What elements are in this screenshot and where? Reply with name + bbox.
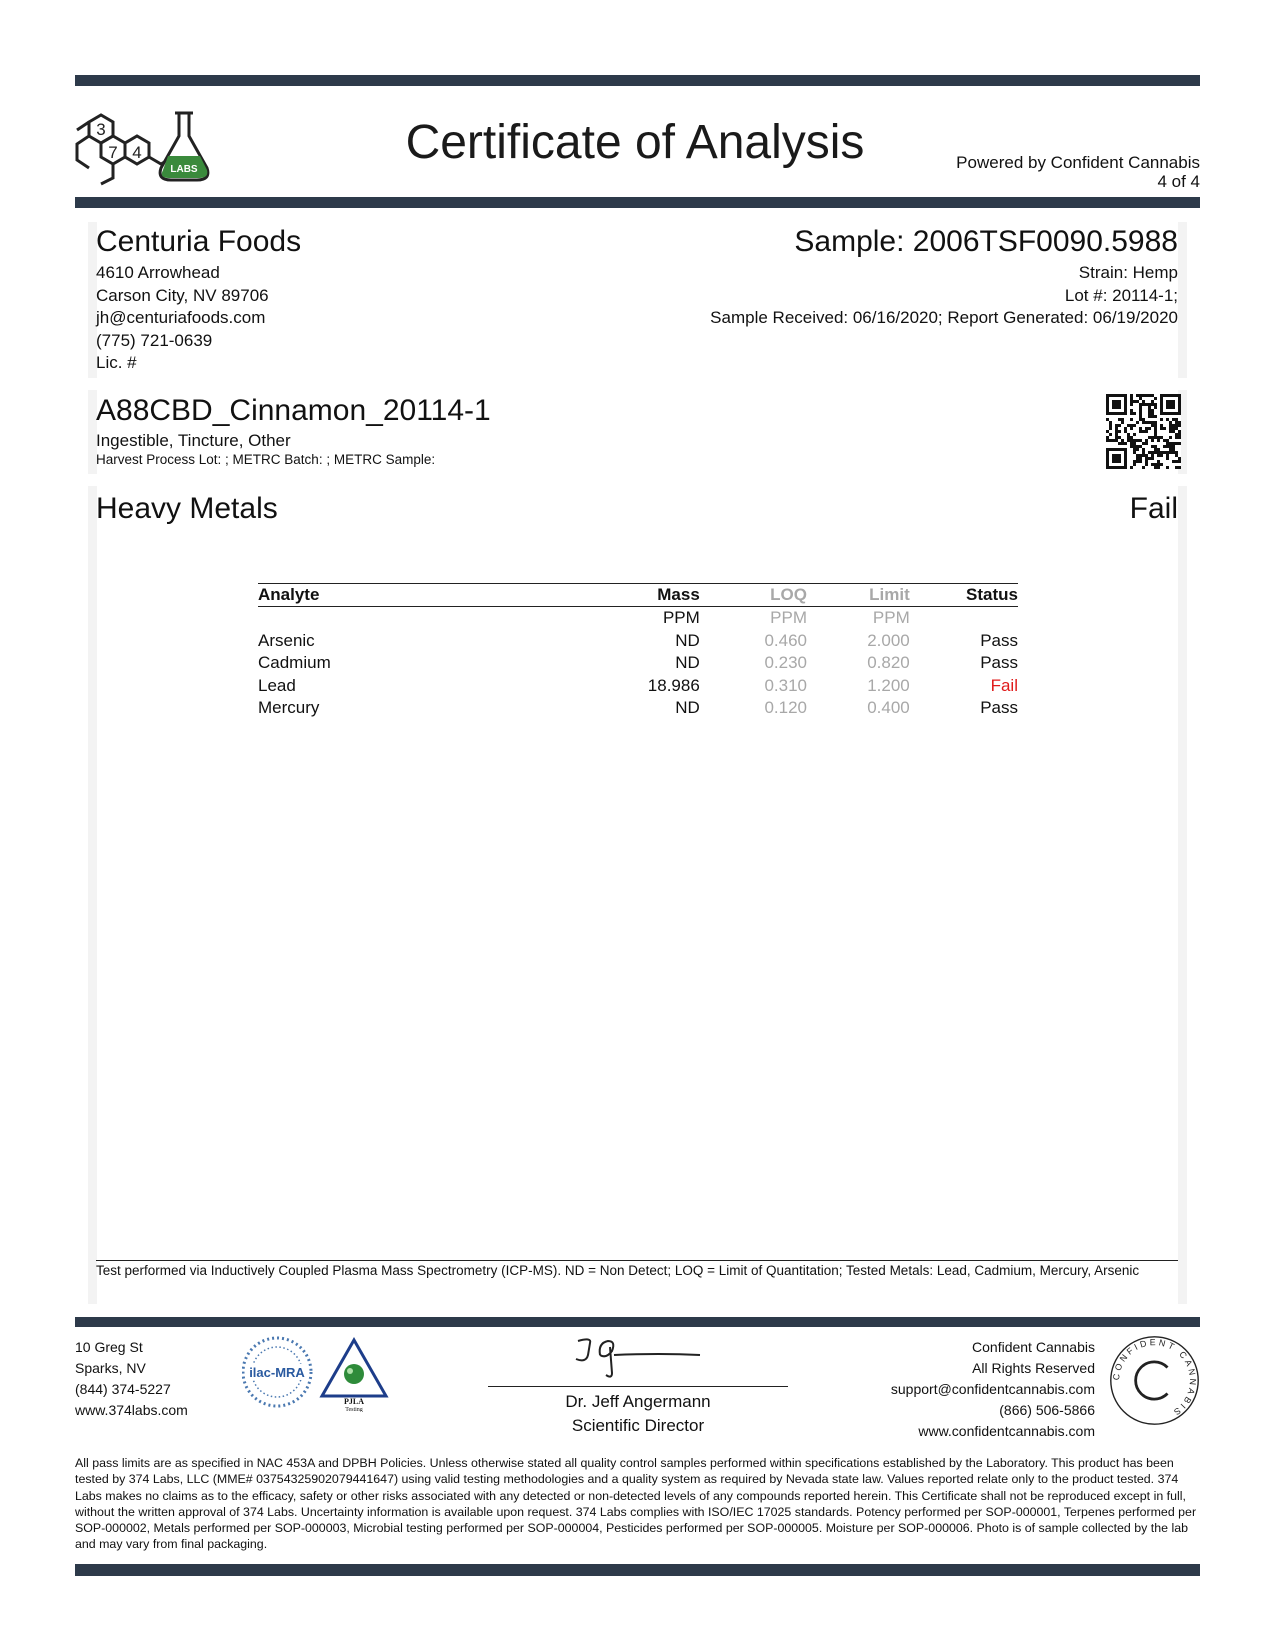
- accreditation-logos: [242, 1332, 392, 1412]
- svg-text:ilac-MRA: ilac-MRA: [249, 1365, 305, 1380]
- analyte-mass: ND: [675, 630, 700, 650]
- svg-text:CONFIDENT CANNABIS: CONFIDENT CANNABIS: [1110, 1337, 1199, 1419]
- units-row: [258, 607, 1018, 630]
- product-lot-info: Harvest Process Lot: ; METRC Batch: ; METRC Sample:: [96, 452, 436, 467]
- section-title: Heavy Metals: [96, 492, 278, 525]
- table-row: [258, 675, 1018, 698]
- lab-phone: (844) 374-5227: [75, 1381, 171, 1397]
- svg-text:Testing: Testing: [345, 1407, 363, 1412]
- cc-name: Confident Cannabis: [972, 1339, 1095, 1355]
- product-name: A88CBD_Cinnamon_20114-1: [96, 394, 491, 427]
- analyte-status: Pass: [980, 698, 1018, 717]
- lab-city: Sparks, NV: [75, 1360, 146, 1376]
- analyte-name: Mercury: [258, 698, 320, 717]
- analyte-limit: 1.200: [867, 675, 910, 695]
- svg-text:LABS: LABS: [170, 164, 198, 175]
- analyte-mass: 18.986: [647, 675, 700, 695]
- client-address-line1: 4610 Arrowhead: [96, 263, 220, 282]
- analyte-name: Cadmium: [258, 653, 331, 672]
- product-type: Ingestible, Tincture, Other: [96, 431, 291, 450]
- unit-loq: PPM: [770, 608, 807, 627]
- confident-cannabis-seal: [1108, 1334, 1201, 1427]
- lab-website[interactable]: www.374labs.com: [75, 1402, 188, 1418]
- unit-mass: PPM: [662, 608, 700, 627]
- svg-text:3: 3: [96, 120, 106, 139]
- confident-cannabis-contact: [891, 1337, 1095, 1442]
- cc-rights: All Rights Reserved: [972, 1360, 1095, 1376]
- lab-logo: [75, 108, 225, 188]
- cc-phone: (866) 506-5866: [999, 1402, 1095, 1418]
- powered-by-text: Powered by Confident Cannabis: [956, 153, 1200, 172]
- client-email: jh@centuriafoods.com: [96, 308, 266, 327]
- lab-street: 10 Greg St: [75, 1339, 143, 1355]
- signature-line: [488, 1386, 788, 1387]
- qr-code[interactable]: [1106, 394, 1181, 469]
- signer-name: Dr. Jeff Angermann: [565, 1392, 711, 1411]
- footer-divider-bar: [75, 1317, 1200, 1327]
- analyte-limit: 0.400: [867, 698, 910, 717]
- header-limit: Limit: [807, 584, 910, 607]
- header-divider-bar: [75, 197, 1200, 208]
- disclaimer: All pass limits are as specified in NAC 453A and DPBH Policies. Unless otherwise stated all quality control samples performed within specifications established by the Laboratory. This product has been tested by 374 Labs, LLC (MME# 03754325902079441647) using valid testing methodologies and a quality system as required by Nevada state law. Values reported relate only to the product tested. 374 Labs makes no claims as to the efficacy, safety or other risks associated with any detected or non-detected levels of any compounds reported herein. This Certificate shall not be reproduced except in full, without the written approval of 374 Labs. Uncertainty information is available upon request. 374 Labs complies with ISO/IEC 17025 standards. Potency performed per SOP-000001, Terpenes performed per SOP-000002, Metals performed per SOP-000003, Microbial testing performed per SOP-000004, Pesticides performed per SOP-000005. Moisture per SOP-000006. Photo is of sample collected by the lab and may vary from final packaging.: [75, 1456, 1197, 1552]
- heavy-metals-table: [258, 583, 1018, 720]
- method-note: Test performed via Inductively Coupled Plasma Mass Spectrometry (ICP-MS). ND = Non Detect; LOQ = Limit of Quantitation; Tested Metals: Lead, Cadmium, Mercury, Arsenic: [96, 1260, 1178, 1278]
- unit-limit: PPM: [872, 608, 910, 627]
- client-license: Lic. #: [96, 353, 137, 372]
- bottom-divider-bar: [75, 1564, 1200, 1576]
- ilac-mra-logo: [243, 1338, 311, 1406]
- sample-lot: Lot #: 20114-1;: [1064, 285, 1178, 305]
- document-title: Certificate of Analysis: [405, 116, 865, 169]
- top-divider-bar: [75, 75, 1200, 86]
- client-phone: (775) 721-0639: [96, 330, 213, 350]
- client-details: [96, 262, 269, 375]
- lab-contact: [75, 1337, 188, 1421]
- analyte-loq: 0.120: [764, 698, 807, 717]
- table-header-row: [258, 584, 1018, 607]
- sample-id: Sample: 2006TSF0090.5988: [794, 225, 1178, 258]
- svg-text:PJLA: PJLA: [344, 1397, 364, 1406]
- signer-role: Scientific Director: [571, 1416, 705, 1435]
- analyte-limit: 2.000: [867, 630, 910, 650]
- pjla-logo: [322, 1340, 386, 1412]
- analyte-mass: ND: [675, 653, 700, 672]
- svg-text:7: 7: [108, 143, 118, 162]
- sample-strain: Strain: Hemp: [1078, 263, 1178, 282]
- analyte-status: Pass: [980, 630, 1018, 650]
- powered-by: [956, 153, 1200, 191]
- analyte-loq: 0.460: [764, 630, 807, 650]
- signer-block: [488, 1390, 788, 1438]
- table-row: [258, 652, 1018, 675]
- page-number: 4 of 4: [1157, 172, 1200, 191]
- analyte-limit: 0.820: [867, 653, 910, 672]
- table-row: [258, 697, 1018, 720]
- section-status: Fail: [1129, 492, 1178, 525]
- header-status: Status: [910, 584, 1018, 607]
- analyte-status: Pass: [980, 653, 1018, 672]
- analyte-name: Arsenic: [258, 630, 315, 650]
- sample-dates: Sample Received: 06/16/2020; Report Generated: 06/19/2020: [710, 308, 1178, 327]
- header-analyte: Analyte: [258, 584, 560, 607]
- client-name: Centuria Foods: [96, 225, 302, 258]
- cc-website[interactable]: www.confidentcannabis.com: [918, 1423, 1095, 1439]
- table-row: [258, 630, 1018, 653]
- client-address-line2: Carson City, NV 89706: [96, 285, 269, 305]
- header-loq: LOQ: [700, 584, 807, 607]
- analyte-loq: 0.310: [764, 675, 807, 695]
- analyte-loq: 0.230: [764, 653, 807, 672]
- svg-text:4: 4: [132, 143, 142, 162]
- analyte-status: Fail: [990, 675, 1018, 695]
- header-mass: Mass: [560, 584, 699, 607]
- sample-details: [710, 262, 1178, 330]
- signature: [570, 1333, 710, 1383]
- analyte-mass: ND: [675, 698, 700, 717]
- analyte-name: Lead: [258, 675, 296, 695]
- cc-email[interactable]: support@confidentcannabis.com: [890, 1381, 1095, 1397]
